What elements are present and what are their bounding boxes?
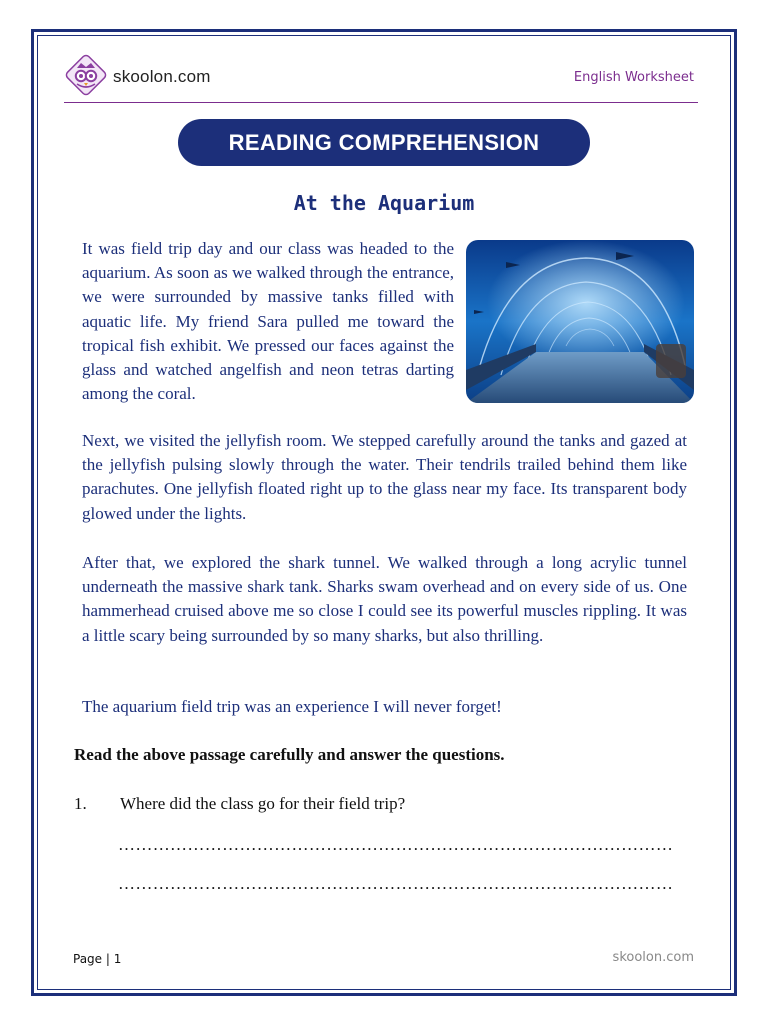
answer-line-2[interactable]: ……………………………………………………………………………………	[118, 874, 674, 893]
question-text: Where did the class go for their field trip?	[120, 794, 406, 813]
story-title: At the Aquarium	[293, 191, 475, 215]
page-number: Page | 1	[73, 952, 122, 966]
section-banner: READING COMPREHENSION	[178, 119, 590, 166]
story-paragraph-1: It was field trip day and our class was headed to the aquarium. As soon as we walked through the entrance, we were surrounded by massive tanks filled with aquatic life. My friend Sara pulled me toward the tropical fish exhibit. We pressed our faces against the glass and watched angelfish and neon tetras darting among the coral.	[82, 239, 454, 404]
story-paragraph-2: Next, we visited the jellyfish room. We stepped carefully around the tanks and gazed at the jellyfish pulsing slowly through the water. Their tendrils trailed behind them like parachutes. One jellyfish floated right up to the glass near my face. Its transparent body glowed under the lights.	[82, 431, 687, 523]
aquarium-tunnel-photo	[466, 240, 694, 403]
answer-line-1[interactable]: ……………………………………………………………………………………	[118, 835, 674, 854]
question-instruction: Read the above passage carefully and answer the questions.	[74, 745, 505, 764]
owl-logo-icon	[64, 53, 108, 97]
brand-name: skoolon.com	[113, 67, 211, 86]
worksheet-type-label: English Worksheet	[573, 70, 694, 85]
header-divider	[64, 102, 698, 103]
story-paragraph-3: After that, we explored the shark tunnel. We walked through a long acrylic tunnel underneath the massive shark tank. Sharks swam overhead and on every side of us. One hammerhead cruised above me so close I could see its powerful muscles rippling. It was a little scary being surrounded by so many sharks, but also thrilling.	[82, 553, 687, 645]
footer-brand: skoolon.com	[612, 950, 694, 965]
question-number: 1.	[74, 794, 87, 813]
story-paragraph-4: The aquarium field trip was an experience I will never forget!	[82, 697, 502, 716]
